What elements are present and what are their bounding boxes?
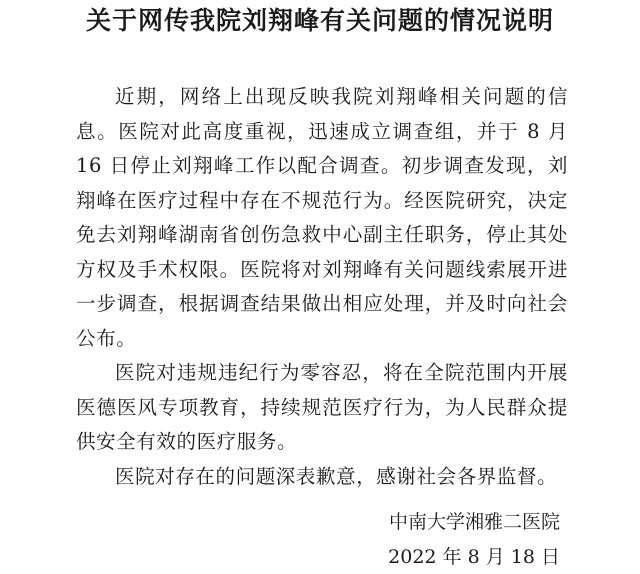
paragraph-apology: 医院对存在的问题深表歉意，感谢社会各界监督。 [115, 464, 558, 488]
paragraph-investigation: 近期，网络上出现反映我院刘翔峰相关问题的信息。医院对此高度重视，迅速成立调查组，并于 8 月 16 日停止刘翔峰工作以配合调查。初步调查发现，刘翔峰在医疗过程中存在不规范行为。经医院研究，决定免去刘翔峰湖南省创伤急救中心副主任职务，停止其处方权及手术权限。医院将对刘翔峰有关问题线索展开进一步调查，根据调查结果做出相应处理，并及时向社会公布。 [76, 85, 568, 350]
signature-organization: 中南大学湘雅二医院 [388, 511, 560, 533]
signature-date: 2022 年 8 月 18 日 [388, 546, 560, 568]
notice-title: 关于网传我院刘翔峰有关问题的情况说明 [85, 6, 554, 35]
notice-body [76, 80, 568, 494]
paragraph-zero-tolerance: 医院对违规违纪行为零容忍，将在全院范围内开展医德医风专项教育，持续规范医疗行为，为人民群众提供安全有效的医疗服务。 [76, 361, 568, 453]
